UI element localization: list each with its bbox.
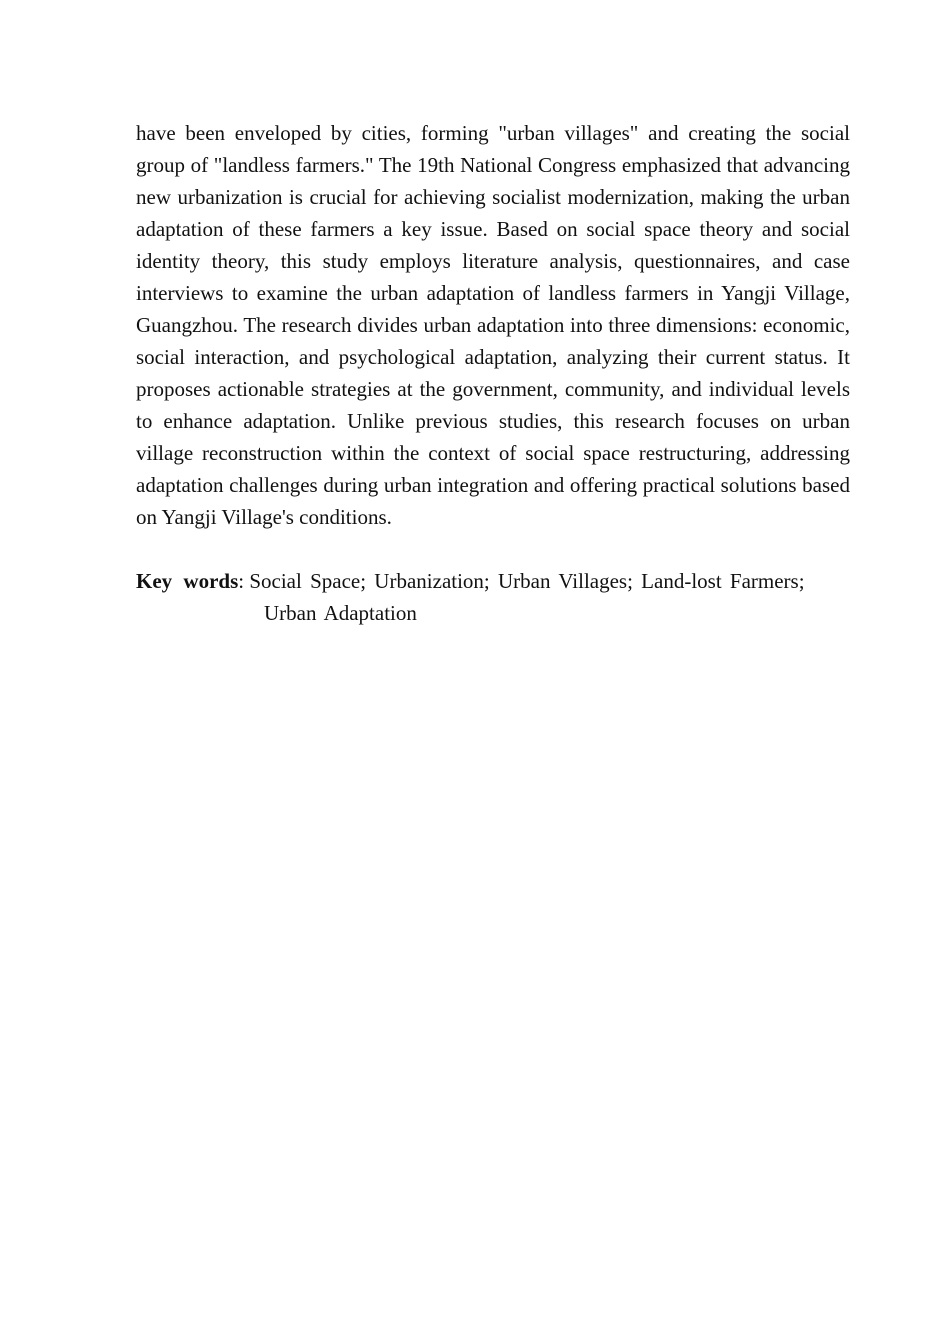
keywords-label: Key words <box>136 569 239 593</box>
keywords-list: Social Space; Urbanization; Urban Villages; Land-lost Farmers; Urban Adaptation <box>249 569 805 625</box>
abstract-paragraph: have been enveloped by cities, forming "urban villages" and creating the social group of "landless farmers." The 19th National Congress emphasized that advancing new urbanization is crucial for achieving socialist modernization, making the urban adaptation of these farmers a key issue. Based on social space theory and social identity theory, this study employs literature analysis, questionnaires, and case interviews to examine the urban adaptation of landless farmers in Yangji Village, Guangzhou. The research divides urban adaptation into three dimensions: economic, social interaction, and psychological adaptation, analyzing their current status. It proposes actionable strategies at the government, community, and individual levels to enhance adaptation. Unlike previous studies, this research focuses on urban village reconstruction within the context of social space restructuring, addressing adaptation challenges during urban integration and offering practical solutions based on Yangji Village's conditions. <box>136 121 850 529</box>
document-page <box>136 117 850 629</box>
keywords-line <box>136 565 850 629</box>
keywords-separator: : <box>238 569 245 593</box>
